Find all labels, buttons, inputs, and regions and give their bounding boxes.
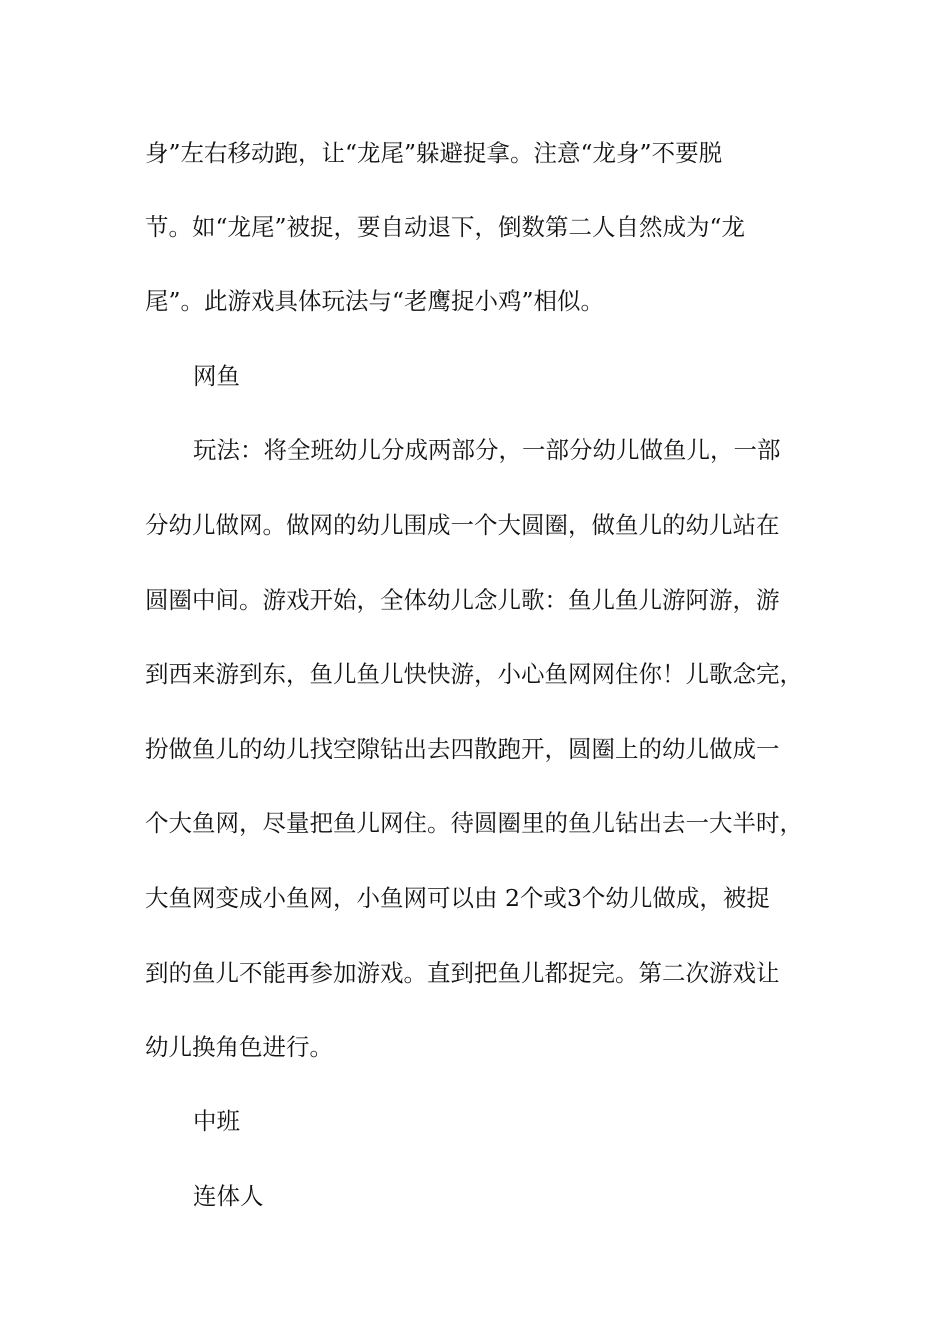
section-heading-zhongban: 中班 [193,1107,240,1135]
paragraph-line: 扮做鱼儿的幼儿找空隙钻出去四散跑开，圆圈上的幼儿做成一 [145,735,780,763]
paragraph-line: 身”左右移动跑，让“龙尾”躲避捉拿。注意“龙身”不要脱 [145,139,723,167]
paragraph-line: 大鱼网变成小鱼网，小鱼网可以由 2个或3个幼儿做成，被捉 [145,884,770,912]
section-heading-wangyu: 网鱼 [193,362,240,390]
paragraph-line: 圆圈中间。游戏开始，全体幼儿念儿歌：鱼儿鱼儿游阿游，游 [145,586,780,614]
paragraph-line: 幼儿换角色进行。 [145,1033,333,1061]
paragraph-line: 个大鱼网，尽量把鱼儿网住。待圆圈里的鱼儿钻出去一大半时， [145,809,803,837]
paragraph-line: 到西来游到东，鱼儿鱼儿快快游，小心鱼网网住你！儿歌念完， [145,660,803,688]
paragraph-line: 尾”。此游戏具体玩法与“老鹰捉小鸡”相似。 [145,287,605,315]
paragraph-line: 玩法：将全班幼儿分成两部分，一部分幼儿做鱼儿，一部 [193,436,781,464]
paragraph-line: 分幼儿做网。做网的幼儿围成一个大圆圈，做鱼儿的幼儿站在 [145,511,780,539]
paragraph-line: 节。如“龙尾”被捉，要自动退下，倒数第二人自然成为“龙 [145,213,746,241]
section-heading-liantiren: 连体人 [193,1182,264,1210]
paragraph-line: 到的鱼儿不能再参加游戏。直到把鱼儿都捉完。第二次游戏让 [145,959,780,987]
